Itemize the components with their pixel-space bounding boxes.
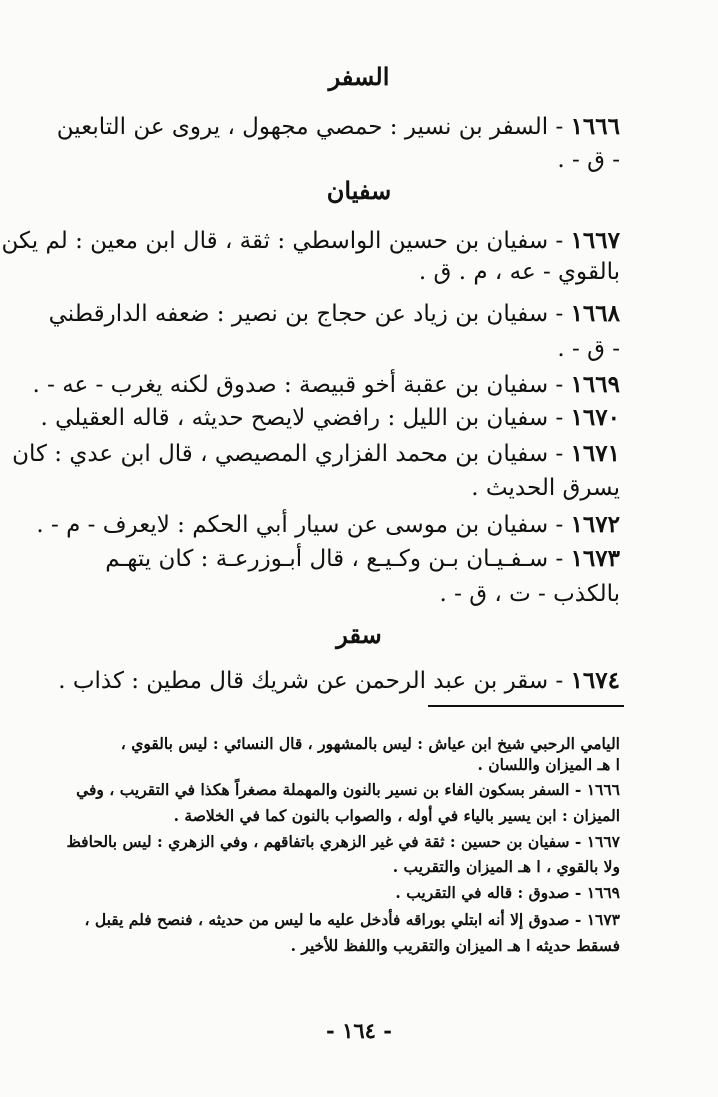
entry-1670 <box>40 403 620 433</box>
footnote-number: ١٦٦٩ <box>586 883 620 902</box>
entry-text: - سـفـيـان بـن وكـيـع ، قال أبـوزرعـة : كان يتهـم <box>105 546 564 572</box>
entry-number: ١٦٧١ <box>570 440 620 467</box>
entry-number: ١٦٧٢ <box>570 511 620 538</box>
entry-number: ١٦٦٨ <box>570 300 620 327</box>
footnote-1666-continuation: الميزان : ابن يسير بالياء في أوله ، والصواب بالنون كما في الخلاصة . <box>173 806 620 825</box>
entry-text: - سفيان بن الليل : رافضي لايصح حديثه ، قاله العقيلي . <box>40 405 564 431</box>
footnote-continued-line2: ا هـ الميزان واللسان . <box>477 755 620 774</box>
entry-1671-continuation: يسرق الحديث . <box>471 475 620 501</box>
entry-1674 <box>58 666 620 696</box>
entry-1668 <box>49 299 620 329</box>
entry-1667 <box>2 226 620 256</box>
entry-1668-continuation: - ق - . <box>557 336 620 362</box>
page-number: - ١٦٤ - <box>326 1018 392 1043</box>
entry-1666-continuation: - ق - . <box>557 147 620 173</box>
footnote-continued: اليامي الرحبي شيخ ابن عياش : ليس بالمشهور ، قال النسائي : ليس بالقوي ، <box>120 734 620 753</box>
entry-text: - سفيان بن عقبة أخو قبيصة : صدوق لكنه يغرب - عه - . <box>32 372 564 398</box>
footnote-1666 <box>76 779 620 801</box>
entry-text: - سفيان بن زياد عن حجاج بن نصير : ضعفه الدارقطني <box>48 301 564 327</box>
entry-text: - السفر بن نسير : حمصي مجهول ، يروى عن التابعين <box>56 114 564 140</box>
footnote-number: ١٦٧٣ <box>586 910 620 929</box>
entry-number: ١٦٦٧ <box>570 227 620 254</box>
entry-number: ١٦٦٩ <box>570 371 620 398</box>
footnote-text: - صدوق إلا أنه ابتلي بوراقه فأدخل عليه ما ليس من حديثه ، فنصح فلم يقبل ، <box>84 910 582 929</box>
footnote-1673-continuation: فسقط حديثه ا هـ الميزان والتقريب واللفظ للأخير . <box>290 936 620 955</box>
entry-1671 <box>12 439 620 469</box>
entry-number: ١٦٧٠ <box>570 404 620 431</box>
entry-1672 <box>36 510 620 540</box>
entry-number: ١٦٦٦ <box>570 113 620 140</box>
entry-text: - سقر بن عبد الرحمن عن شريك قال مطين : كذاب . <box>58 668 564 694</box>
footnote-1667 <box>66 831 620 853</box>
entry-number: ١٦٧٤ <box>570 667 620 694</box>
footnote-text: - صدوق : قاله في التقريب . <box>395 883 582 902</box>
footnote-number: ١٦٦٦ <box>586 780 620 799</box>
section-heading-saqr: سقر <box>336 620 382 649</box>
footnote-text: - سفيان بن حسين : ثقة في غير الزهري باتفاقهم ، وفي الزهري : ليس بالحافظ <box>66 832 582 851</box>
entry-text: - سفيان بن محمد الفزاري المصيصي ، قال ابن عدي : كان <box>12 441 564 467</box>
footnote-text: - السفر بسكون الفاء بن نسير بالنون والمهملة مصغراً هكذا في التقريب ، وفي <box>76 780 582 799</box>
entry-1673 <box>105 544 620 574</box>
entry-1666 <box>57 112 620 142</box>
entry-text: - سفيان بن موسى عن سيار أبي الحكم : لايعرف - م - . <box>36 512 564 538</box>
footnote-separator <box>428 705 624 707</box>
entry-number: ١٦٧٣ <box>570 545 620 572</box>
footnote-1673 <box>84 909 620 931</box>
entry-1673-continuation: بالكذب - ت ، ق - . <box>439 581 620 607</box>
footnote-number: ١٦٦٧ <box>586 832 620 851</box>
section-heading-safar: السفر <box>328 62 390 91</box>
entry-1669 <box>32 370 620 400</box>
footnote-1667-continuation: ولا بالقوي ، ا هـ الميزان والتقريب . <box>392 857 620 876</box>
section-heading-sufyan: سفيان <box>326 176 392 205</box>
entry-1667-continuation: بالقوي - عه ، م . ق . <box>418 259 620 285</box>
entry-text: - سفيان بن حسين الواسطي : ثقة ، قال ابن معين : لم يكن <box>1 228 564 254</box>
footnote-1669 <box>395 882 620 904</box>
